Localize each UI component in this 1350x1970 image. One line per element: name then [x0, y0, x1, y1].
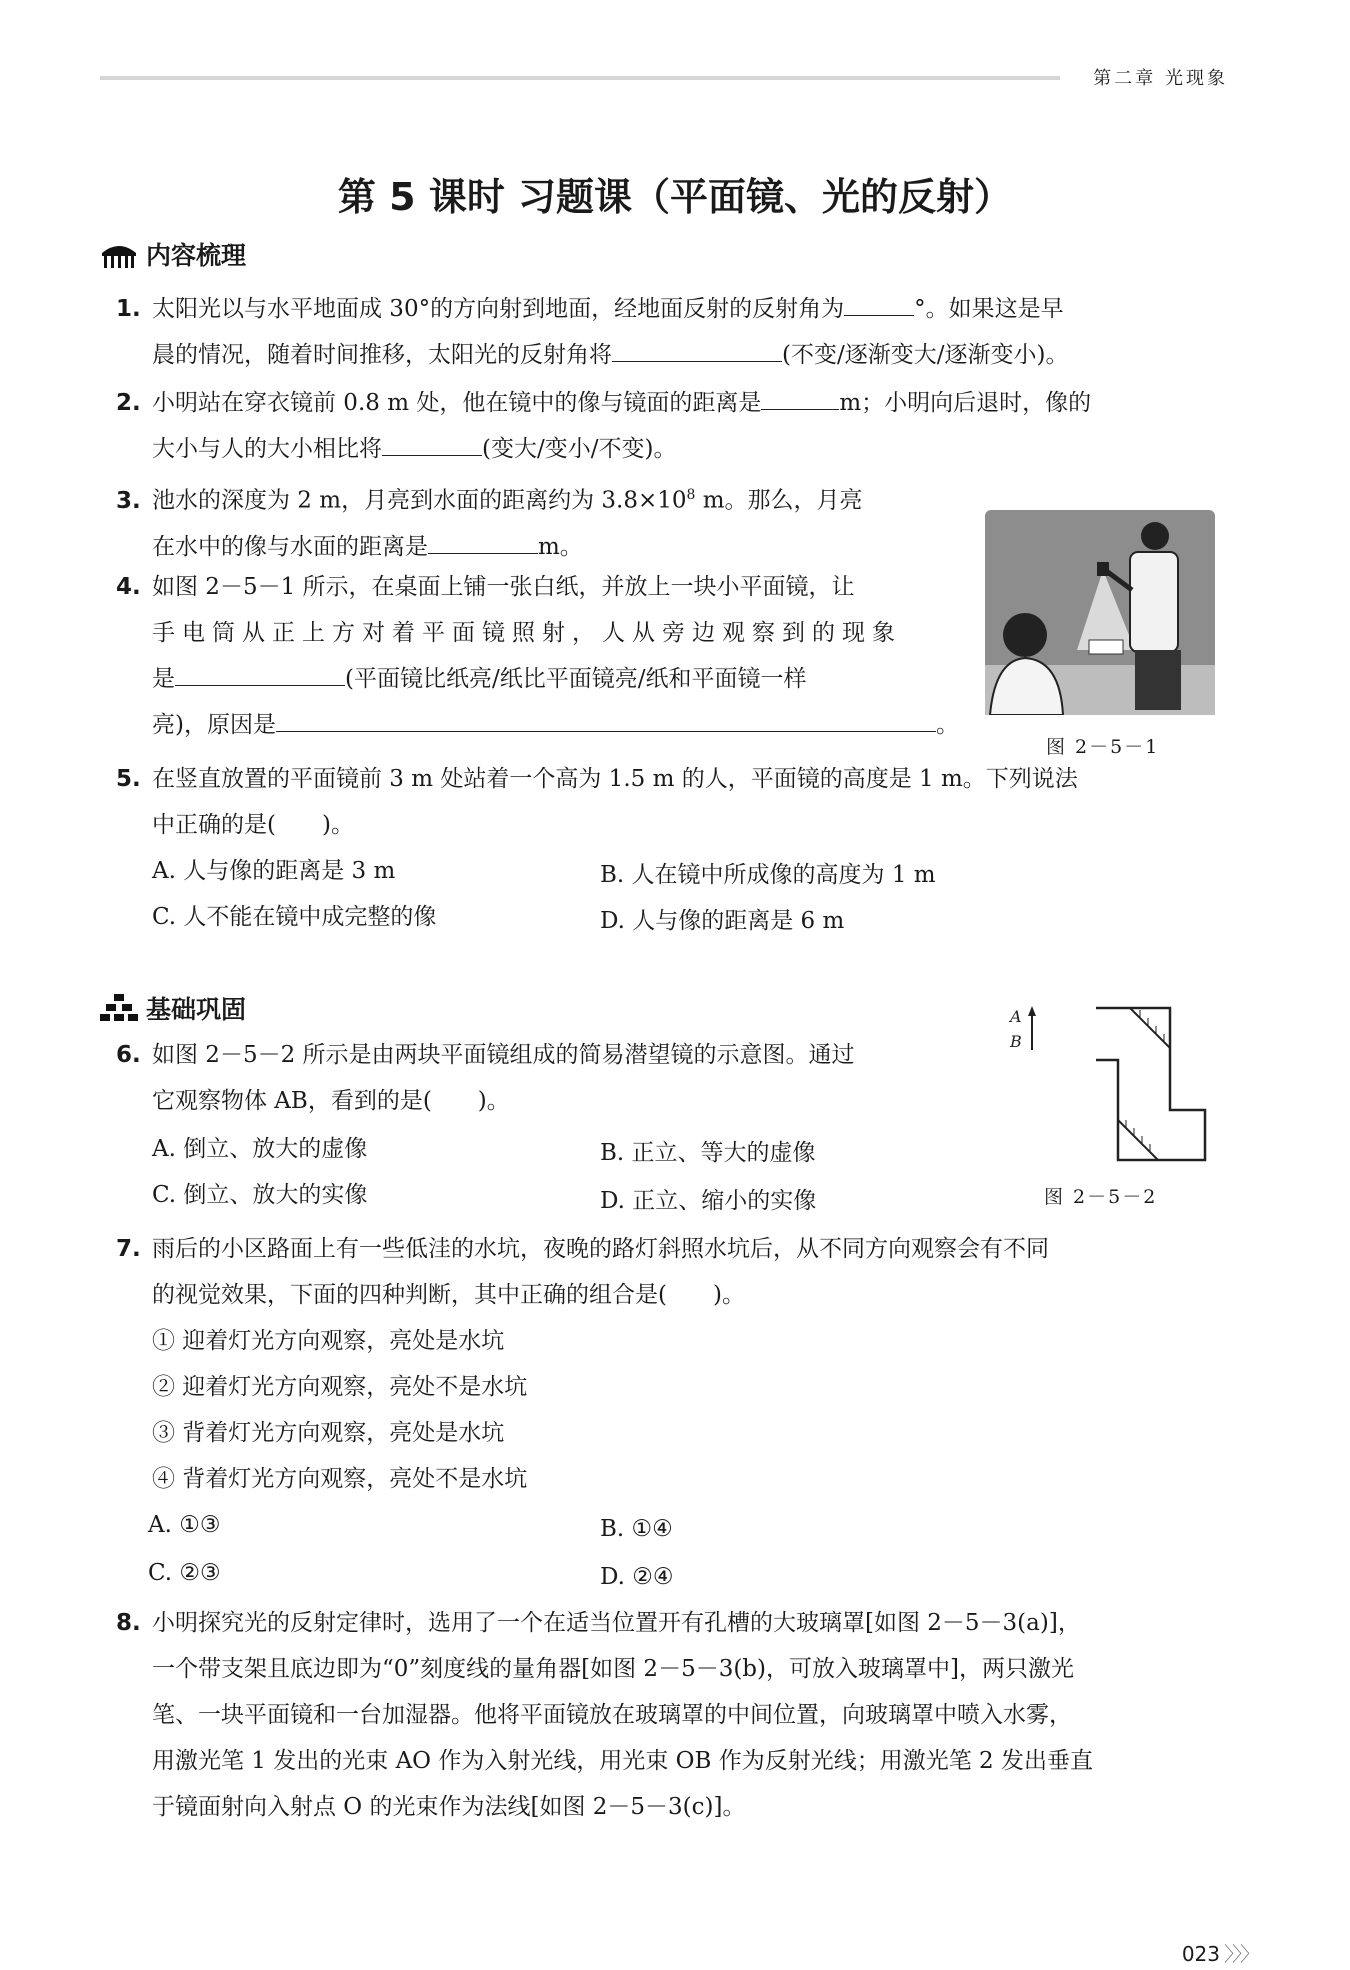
option-b[interactable]: B. ①④ [600, 1516, 673, 1542]
question-text: 于镜面射向入射点 O 的光束作为法线[如图 2－5－3(c)]。 [152, 1794, 746, 1820]
answer-blank[interactable] [844, 293, 914, 316]
question-text: 手电筒从正上方对着平面镜照射，人从旁边观察到的现象 [152, 620, 902, 646]
figure-flashlight-illustration [985, 510, 1215, 715]
question-7 [116, 1226, 1049, 1502]
question-text: 在水中的像与水面的距离是 [152, 533, 428, 560]
question-text: 晨的情况，随着时间推移，太阳光的反射角将 [152, 342, 612, 368]
question-text: °。如果这是早 [914, 296, 1064, 322]
figure-periscope-diagram [1000, 1000, 1220, 1170]
page-title: 第 5 课时 习题课（平面镜、光的反射） [337, 175, 1013, 219]
question-4 [116, 564, 959, 748]
question-text: m。那么，月亮 [695, 487, 863, 514]
question-text: 大小与人的大小相比将 [152, 436, 382, 462]
question-number: 1. [116, 296, 141, 322]
question-number: 8. [116, 1610, 141, 1636]
next-arrows-icon: 〉〉〉 [1224, 1942, 1258, 1966]
answer-blank[interactable] [382, 433, 482, 456]
question-text: 。 [935, 712, 959, 738]
question-text: 它观察物体 AB，看到的是( )。 [152, 1088, 510, 1114]
statement-2: ② 迎着灯光方向观察，亮处不是水坑 [152, 1374, 528, 1400]
answer-blank[interactable] [761, 387, 839, 410]
figure-caption: 图 2－5－1 [1046, 736, 1160, 758]
question-8 [116, 1600, 1093, 1830]
question-text: 在竖直放置的平面镜前 3 m 处站着一个高为 1.5 m 的人，平面镜的高度是 1 m。下列说法 [152, 766, 1078, 792]
question-text: 小明站在穿衣镜前 0.8 m 处，他在镜中的像与镜面的距离是 [152, 390, 762, 416]
question-text: 如图 2－5－2 所示是由两块平面镜组成的简易潜望镜的示意图。通过 [152, 1042, 855, 1068]
building-icon [100, 239, 138, 269]
option-b[interactable]: B. 正立、等大的虚像 [600, 1140, 816, 1166]
question-number: 2. [116, 390, 141, 416]
question-6 [116, 1032, 855, 1124]
section-title: 内容梳理 [146, 241, 247, 270]
question-text: 亮)，原因是 [152, 712, 276, 738]
option-a[interactable]: A. 人与像的距离是 3 m [152, 858, 396, 884]
question-text: 笔、一块平面镜和一台加湿器。他将平面镜放在玻璃罩的中间位置，向玻璃罩中喷入水雾， [152, 1702, 1072, 1728]
question-number: 5. [116, 766, 141, 792]
statement-1: ① 迎着灯光方向观察，亮处是水坑 [152, 1328, 505, 1354]
exponent: 8 [686, 487, 696, 503]
question-text: 太阳光以与水平地面成 30°的方向射到地面，经地面反射的反射角为 [152, 296, 845, 322]
option-b[interactable]: B. 人在镜中所成像的高度为 1 m [600, 862, 936, 888]
header-rule [100, 76, 1060, 80]
option-a[interactable]: A. ①③ [148, 1512, 221, 1538]
question-number: 3. [116, 487, 141, 514]
question-text: m；小明向后退时，像的 [839, 390, 1092, 416]
statement-3: ③ 背着灯光方向观察，亮处是水坑 [152, 1420, 505, 1446]
page-number-text: 023 [1181, 1942, 1220, 1966]
question-text: 是 [152, 666, 175, 692]
option-d[interactable]: D. ②④ [600, 1564, 674, 1590]
question-text: (变大/变小/不变)。 [482, 436, 677, 462]
option-d[interactable]: D. 正立、缩小的实像 [600, 1188, 817, 1214]
answer-blank[interactable] [612, 339, 782, 362]
question-text: 池水的深度为 2 m，月亮到水面的距离约为 3.8×10 [152, 487, 687, 514]
question-text: 如图 2－5－1 所示，在桌面上铺一张白纸，并放上一块小平面镜，让 [152, 574, 855, 600]
question-2 [116, 380, 1091, 472]
question-text: 用激光笔 1 发出的光束 AO 作为入射光线，用光束 OB 作为反射光线；用激光笔 2 发出垂直 [152, 1748, 1093, 1774]
question-text: m。 [538, 533, 583, 560]
answer-blank[interactable] [428, 531, 538, 554]
section-heading-content [100, 236, 246, 272]
page-number [1182, 1938, 1258, 1967]
section-heading-basics [100, 990, 246, 1026]
label-a: A [1010, 1007, 1022, 1026]
section-title: 基础巩固 [146, 995, 247, 1024]
question-5 [116, 756, 1078, 848]
question-text: 小明探究光的反射定律时，选用了一个在适当位置开有孔槽的大玻璃罩[如图 2－5－3(a)]， [152, 1610, 1081, 1636]
answer-blank[interactable] [175, 663, 345, 686]
question-number: 7. [116, 1236, 141, 1262]
option-c[interactable]: C. ②③ [148, 1560, 221, 1586]
option-a[interactable]: A. 倒立、放大的虚像 [152, 1136, 368, 1162]
answer-blank[interactable] [276, 709, 936, 732]
question-text: 的视觉效果，下面的四种判断，其中正确的组合是( )。 [152, 1282, 745, 1308]
option-d[interactable]: D. 人与像的距离是 6 m [600, 908, 845, 934]
question-number: 6. [116, 1042, 141, 1068]
option-c[interactable]: C. 人不能在镜中成完整的像 [152, 904, 437, 930]
question-1 [116, 286, 1068, 378]
question-text: 一个带支架且底边即为“0”刻度线的量角器[如图 2－5－3(b)，可放入玻璃罩中]，两只激光 [152, 1656, 1074, 1682]
question-text: 中正确的是( )。 [152, 812, 354, 838]
label-b: B [1010, 1032, 1022, 1051]
figure-caption: 图 2－5－2 [1044, 1186, 1158, 1208]
chapter-header: 第二章 光现象 [1093, 68, 1228, 89]
question-number: 4. [116, 574, 141, 600]
question-text: 雨后的小区路面上有一些低洼的水坑，夜晚的路灯斜照水坑后，从不同方向观察会有不同 [152, 1236, 1049, 1262]
question-text: (平面镜比纸亮/纸比平面镜亮/纸和平面镜一样 [345, 666, 807, 692]
question-text: (不变/逐渐变大/逐渐变小)。 [782, 342, 1069, 368]
option-c[interactable]: C. 倒立、放大的实像 [152, 1182, 368, 1208]
blocks-icon [100, 994, 138, 1022]
statement-4: ④ 背着灯光方向观察，亮处不是水坑 [152, 1466, 528, 1492]
question-3 [116, 472, 863, 570]
